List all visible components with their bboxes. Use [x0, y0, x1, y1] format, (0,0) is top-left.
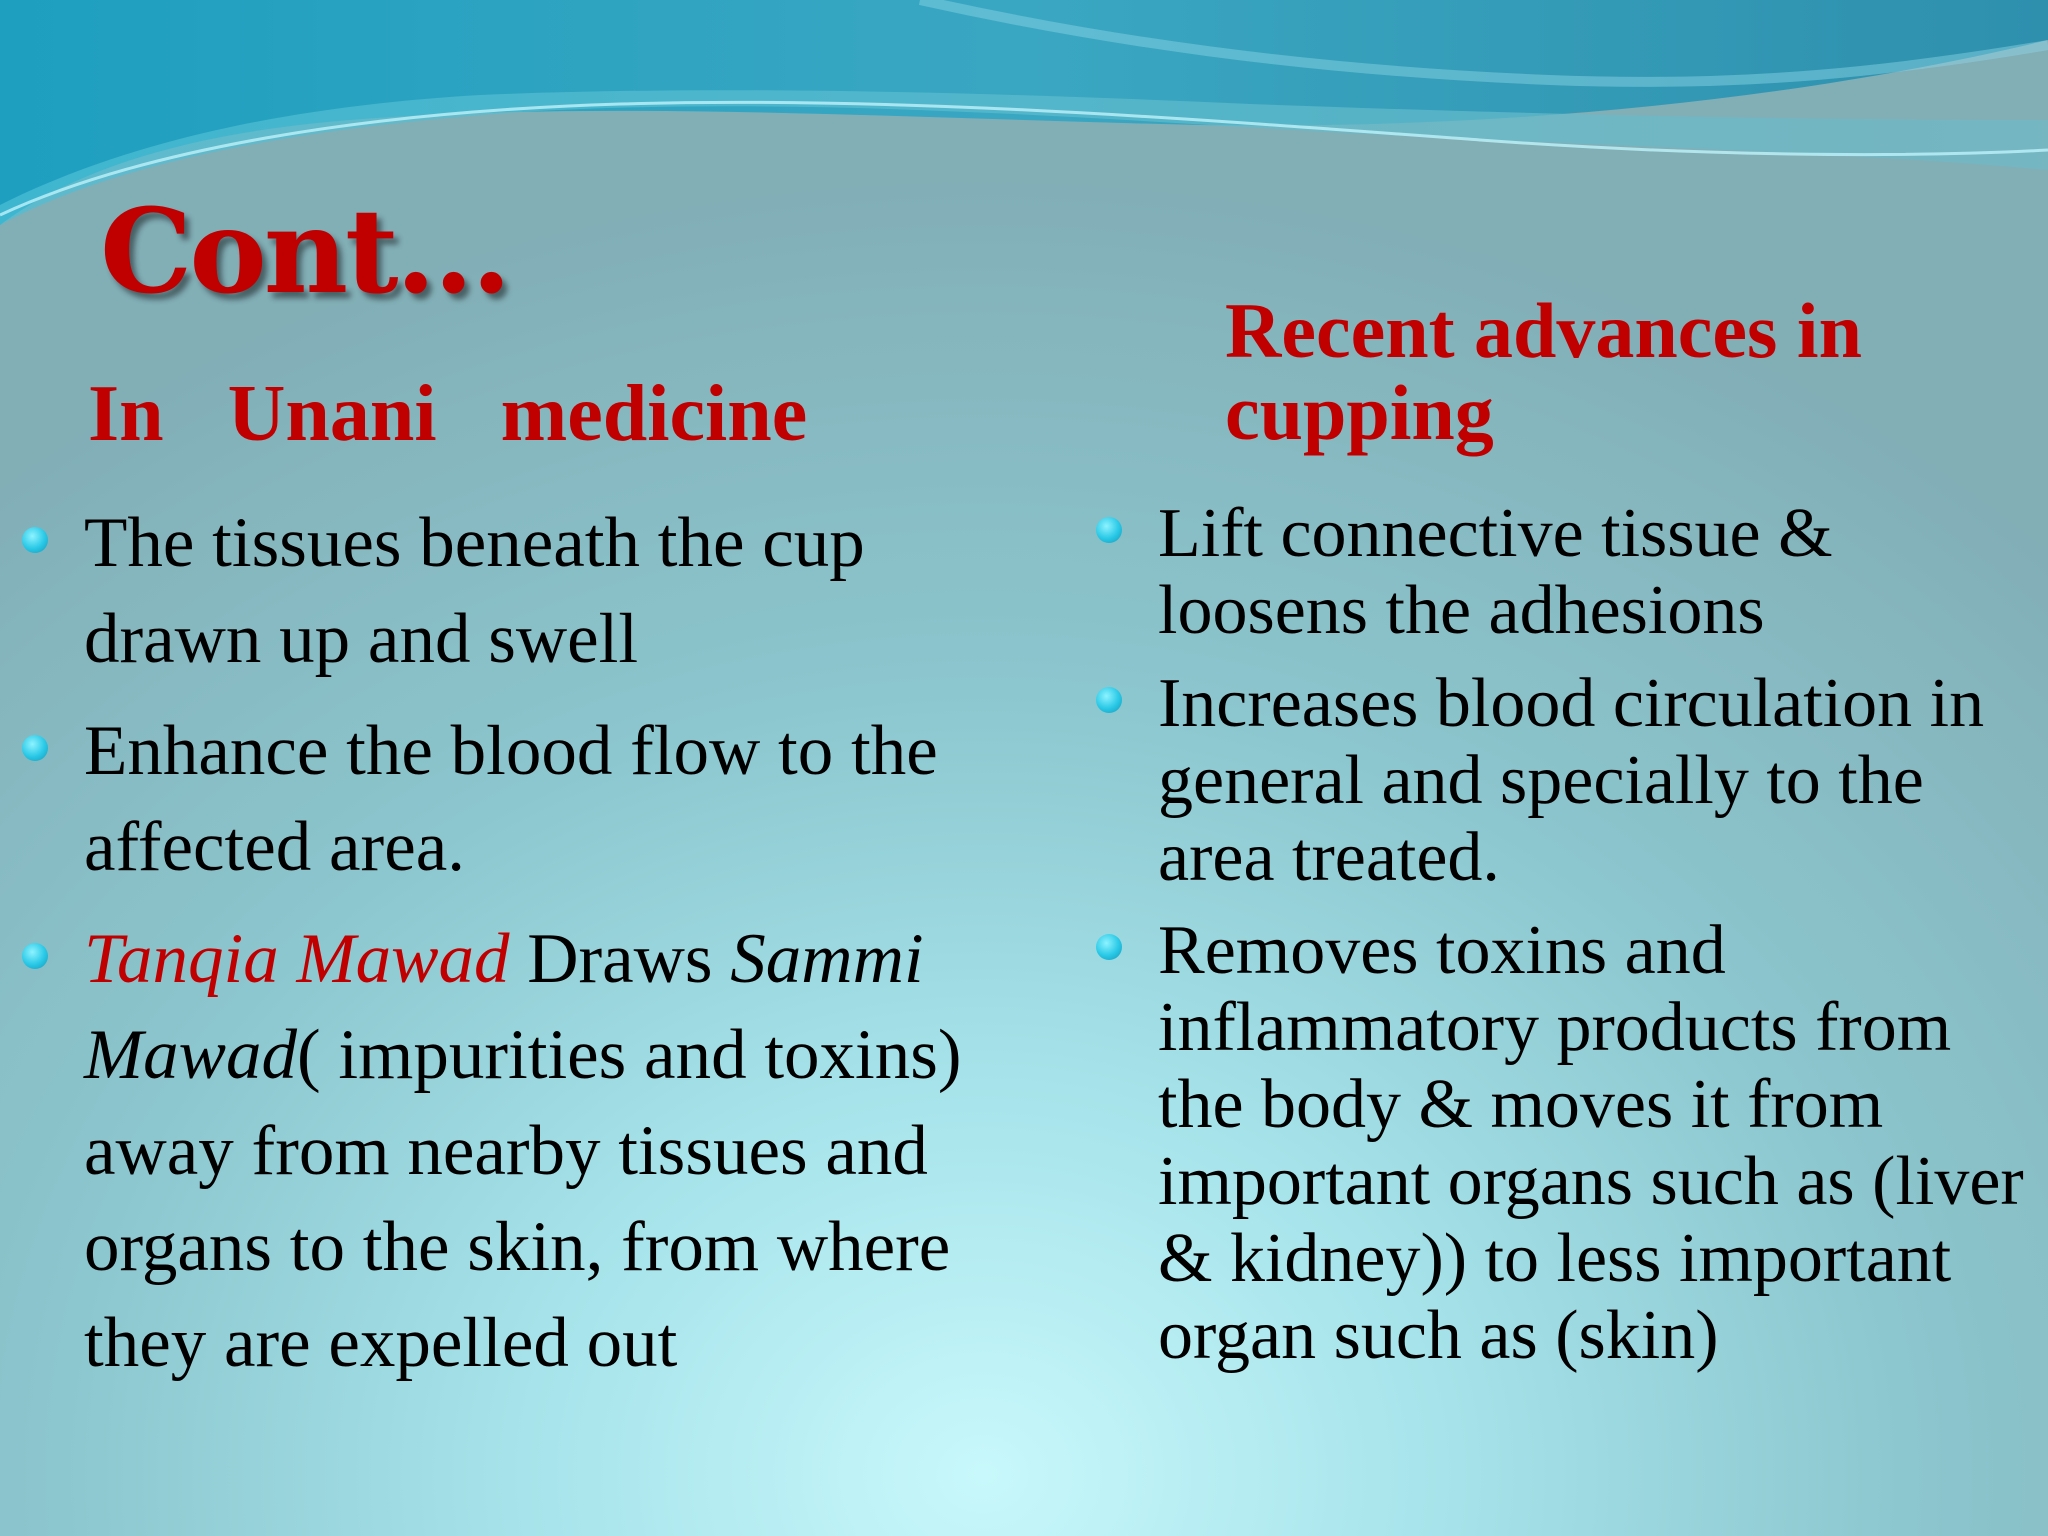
- bullet-text: The tissues beneath the cup drawn up and swell: [84, 504, 865, 678]
- left-bullet-list: [22, 495, 982, 1407]
- term-tanqia-mawad: Tanqia Mawad: [84, 920, 510, 998]
- bullet-dot-icon: [1096, 687, 1122, 713]
- slide-title: Cont…: [100, 184, 509, 320]
- bullet-dot-icon: [22, 527, 48, 553]
- bullet-dot-icon: [1096, 934, 1122, 960]
- list-item: [22, 911, 982, 1391]
- list-item: [22, 703, 982, 895]
- bullet-text: Increases blood circulation in general and specially to the area treated.: [1158, 665, 1985, 896]
- list-item: [1096, 495, 2036, 649]
- right-bullet-list: [1096, 495, 2036, 1390]
- bullet-text: Draws: [509, 920, 731, 998]
- bullet-text: Removes toxins and inflammatory products from the body & moves it from important organs such as (liver & kidney)) to less important organ such as (skin): [1158, 912, 2024, 1374]
- bullet-text: Enhance the blood flow to the affected area.: [84, 712, 938, 886]
- bullet-dot-icon: [22, 735, 48, 761]
- bullet-dot-icon: [1096, 517, 1122, 543]
- right-column-heading: Recent advances in cupping: [1225, 287, 1862, 456]
- bullet-text: Lift connective tissue & loosens the adhesions: [1158, 495, 1833, 649]
- list-item: [22, 495, 982, 687]
- bullet-dot-icon: [22, 943, 48, 969]
- left-column-heading: In Unani medicine: [88, 370, 808, 458]
- term-sammi-mawad: Sammi Mawad: [84, 920, 924, 1094]
- list-item: [1096, 912, 2036, 1374]
- list-item: [1096, 665, 2036, 896]
- bullet-text: ( impurities and toxins) away from nearby tissues and organs to the skin, from where they are expelled out: [84, 1016, 962, 1382]
